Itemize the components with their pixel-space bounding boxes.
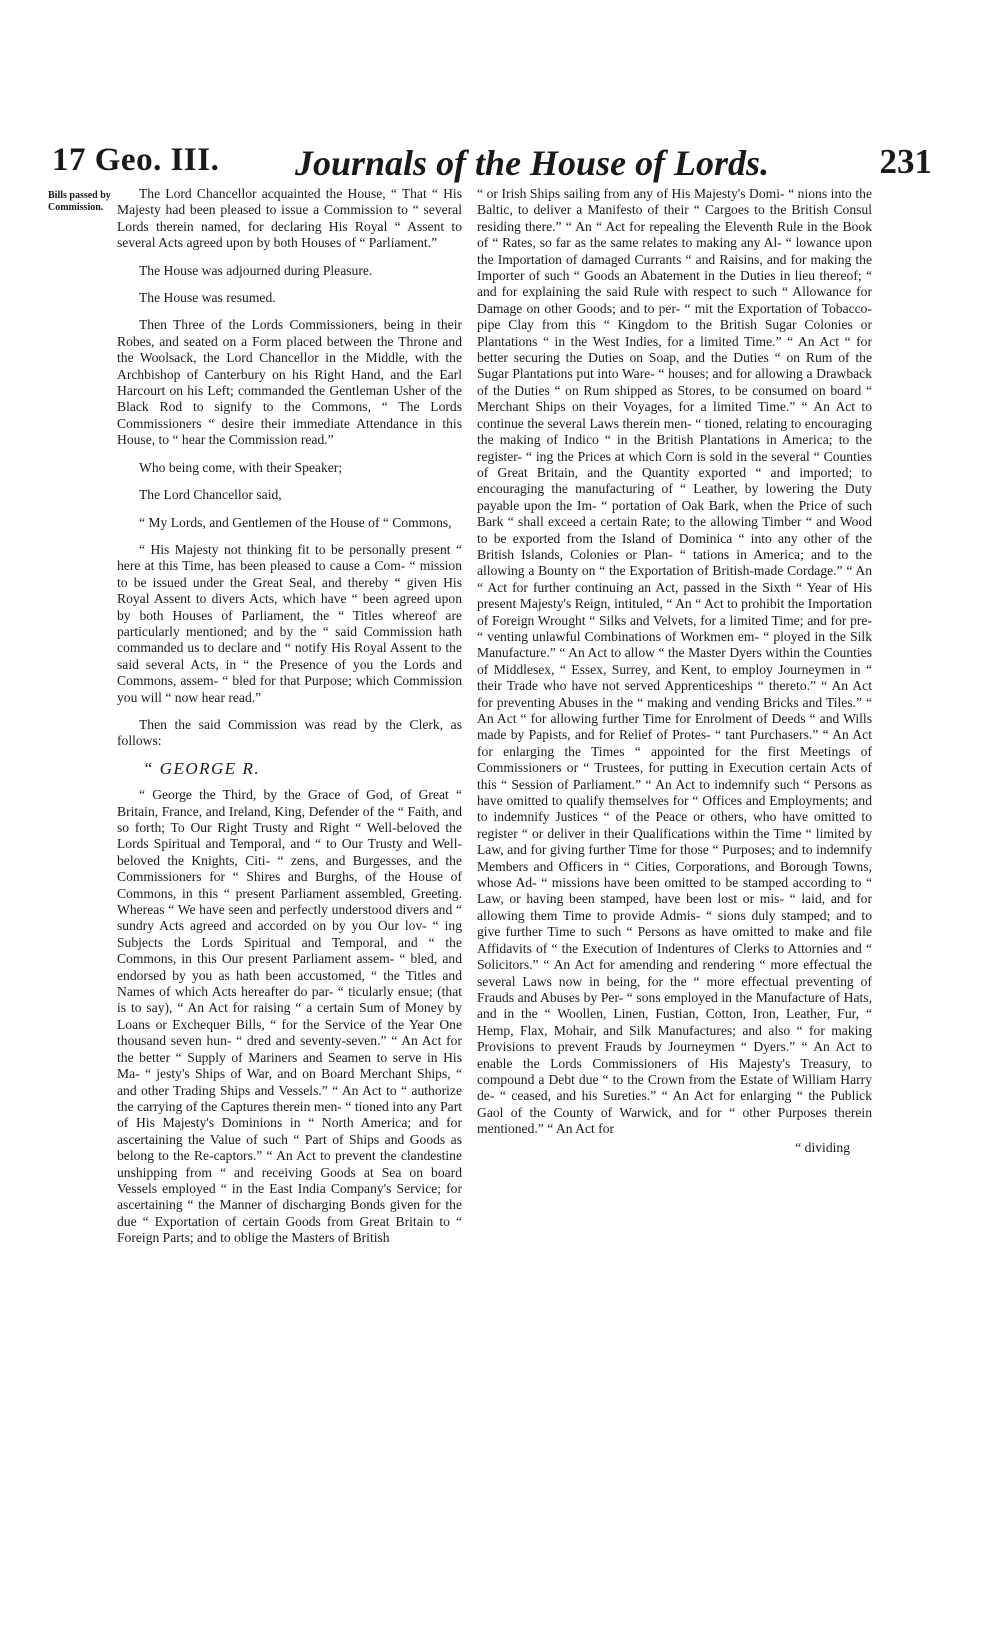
paragraph: Then Three of the Lords Commissioners, being in their Robes, and seated on a Form placed between the Throne and the Woolsack, the Lord Chancellor in the Middle, with the Archbishop of Canterbury on his Right Hand, and the Earl Harcourt on his Left; commanded the Gentleman Usher of the Black Rod to signify to the Commons, “ The Lords Commissioners “ desire their immediate Attendance in this House, to “ hear the Commission read.” [117, 317, 462, 448]
paragraph: The House was adjourned during Pleasure. [139, 262, 373, 278]
left-column [117, 186, 462, 1249]
paragraph: “ George the Third, by the Grace of God, of Great “ Britain, France, and Ireland, King, Defender of the “ Faith, and so forth; To Our Right Trusty and Right “ Well-beloved the Lords Spiritual and Temporal, and “ to Our Trusty and Well-beloved the Knights, Citi- “ zens, and Burgesses, and the Commissioners for “ Shires and Burghs, of the House of Commons, in this “ present Parliament assembled, Greeting. Whereas “ We have seen and perfectly understood divers and “ sundry Acts agreed and accorded on by you Our lov- “ ing Subjects the Lords Spiritual and Temporal, and “ the Commons, in this Our present Parliament assem- “ bled, and endorsed by you as hath been accustomed, “ the Titles and Names of which Acts hereafter do par- “ ticularly ensue; (that is to say), “ An Act for raising “ a certain Sum of Money by Loans or Exchequer Bills, “ for the Service of the Year One thousand seven hun- “ dred and seventy-seven.” “ An Act for the better “ Supply of Mariners and Seamen to serve in His Ma- “ jesty's Ships of War, and on Board Merchant Ships, “ and other Trading Ships and Vessels.” “ An Act to “ authorize the carrying of the Captures therein men- “ tioned into any Part of His Majesty's Dominions in “ North America; and for ascertaining the Value of such “ Part of Ships and Goods as belong to the Re-captors.” “ An Act to prevent the clandestine unshipping from “ and receiving Goods at Sea on board Vessels employed “ in the East India Company's Service; for ascertaining “ the Manner of discharging Bonds given for the due “ Exportation of certain Goods from Great Britain to “ Foreign Parts; and to oblige the Masters of British [117, 787, 462, 1246]
royal-heading: “ GEORGE R. [143, 758, 261, 778]
paragraph: “ or Irish Ships sailing from any of His Majesty's Domi- “ nions into the Baltic, to deliver a Manifesto of their “ Cargoes to the British Consul residing there.” “ An “ Act for repealing the Eleventh Rule in the Book of “ Rates, so far as the same relates to making any Al- “ lowance upon the Importation of damaged Currants “ and Raisins, and for making the Importer of such “ Goods an Abatement in the Duties in lieu thereof; “ and for explaining the said Rule with respect to such “ Allowance for Damage on other Goods; and to per- “ mit the Exportation of Tobacco-pipe Clay from this “ Kingdom to the British Sugar Colonies or Plantations “ in the West Indies, for a limited Time.” “ An Act “ for better securing the Duties on Soap, and the Duties “ on Rum of the Sugar Plantations put into Ware- “ houses; and for allowing a Drawback of the Duties “ on Rum shipped as Stores, to be consumed on board “ Merchant Ships on their Voyages, for a limited Time.” “ An Act to continue the several Laws therein men- “ tioned, relating to encouraging the making of Indico “ in the British Plantations in America; to the register- “ ing the Prices at which Corn is sold in the several “ Counties of Great Britain, and the Quantity exported “ and imported; to encouraging the manufacturing of “ Leather, by lowering the Duty payable upon the Im- “ portation of Oak Bark, when the Price of such Bark “ shall exceed a certain Rate; to the allowing Timber “ and Wood to be exported from the Island of Dominica “ into any other of the British Islands, Colonies or Plan- “ tations in America; and to the allowing a Bounty on “ the Exportation of British-made Cordage.” “ An “ Act for further continuing an Act, passed in the Sixth “ Year of His present Majesty's Reign, intituled, “ An “ Act to prohibit the Importation of Foreign Wrought “ Silks and Velvets, for a limited Time; and for pre- “ venting unlawful Combinations of Workmen em- “ ployed in the Silk Manufacture.” “ An Act to allow “ the Master Dyers within the Counties of Middlesex, “ Essex, Surrey, and Kent, to employ Journeymen in “ their Trade who have not served Apprenticeships “ thereto.” “ An Act for preventing Abuses in the “ making and vending Bricks and Tiles.” “ An Act “ for allowing further Time for Enrolment of Deeds “ and Wills made by Papists, and for Relief of Protes- “ tant Purchasers.” “ An Act for enlarging the Times “ appointed for the first Meetings of Commissioners or “ Trustees, for putting in Execution certain Acts of this “ Session of Parliament.” “ An Act to indemnify such “ Persons as have omitted to qualify themselves for “ Offices and Employments; and to indemnify Justices “ of the Peace or others, who have omitted to register “ or deliver in their Qualifications within the Time “ limited by Law, and for giving further Time for those “ Purposes; and to indemnify Members and Officers in “ Cities, Corporations, and Borough Towns, whose Ad- “ missions have been omitted to be stamped according to “ Law, or having been stamped, have been lost or mis- “ laid, and for allowing them Time to provide Admis- “ sions duly stamped; and to give further Time to such “ Persons as have omitted to make and file Affidavits of “ the Execution of Indentures of Clerks to Attornies and “ Solicitors.” “ An Act for amending and rendering “ more effectual the several Laws now in being, for the “ more effectual preventing of Frauds and Abuses by Per- “ sons employed in the Manufacture of Hats, and in the “ Woollen, Linen, Fustian, Cotton, Iron, Leather, Fur, “ Hemp, Flax, Mohair, and Silk Manufactures; and also “ for making Provisions to prevent Frauds by Journeymen “ Dyers.” “ An Act to enable the Lords Commissioners of His Majesty's Treasury, to compound a Debt due “ to the Crown from the Estate of William Harry de- “ ceased, and his Sureties.” “ An Act for enlarging “ the Publick Gaol of the County of Warwick, and for “ other Purposes therein mentioned.” “ An Act for [477, 186, 872, 1137]
paragraph: “ My Lords, and Gentlemen of the House of “ Commons, [139, 514, 452, 530]
paragraph: The Lord Chancellor acquainted the House, “ That “ His Majesty had been pleased to issue a Commission to “ several Lords therein named, for declaring His Royal “ Assent to several Acts agreed upon by both Houses of “ Parliament.” [117, 186, 462, 251]
page-number: 231 [879, 142, 932, 181]
margin-note: Bills passed by Commission. [48, 190, 111, 213]
right-column [477, 186, 872, 1156]
paragraph: The Lord Chancellor said, [139, 487, 282, 503]
paragraph: “ His Majesty not thinking fit to be personally present “ here at this Time, has been pleased to cause a Com- “ mission to be issued under the Great Seal, and thereby “ given His Royal Assent to divers Acts, which have “ been agreed upon by both Houses of Parliament, the “ Titles whereof are particularly mentioned; and by the “ said Commission hath commanded us to declare and “ notify His Royal Assent to the said several Acts, in “ the Presence of you the Lords and Commons, assem- “ bled for that Purpose; which Commission you will “ now hear read.” [117, 541, 462, 705]
paragraph: Who being come, with their Speaker; [139, 459, 343, 475]
page-header [52, 128, 932, 182]
paragraph: Then the said Commission was read by the Clerk, as follows: [117, 716, 462, 749]
catchword: “ dividing [795, 1139, 850, 1155]
paragraph: The House was resumed. [139, 290, 276, 306]
regnal-year: 17 Geo. III. [52, 142, 220, 178]
journal-title: Journals of the House of Lords. [295, 143, 770, 183]
